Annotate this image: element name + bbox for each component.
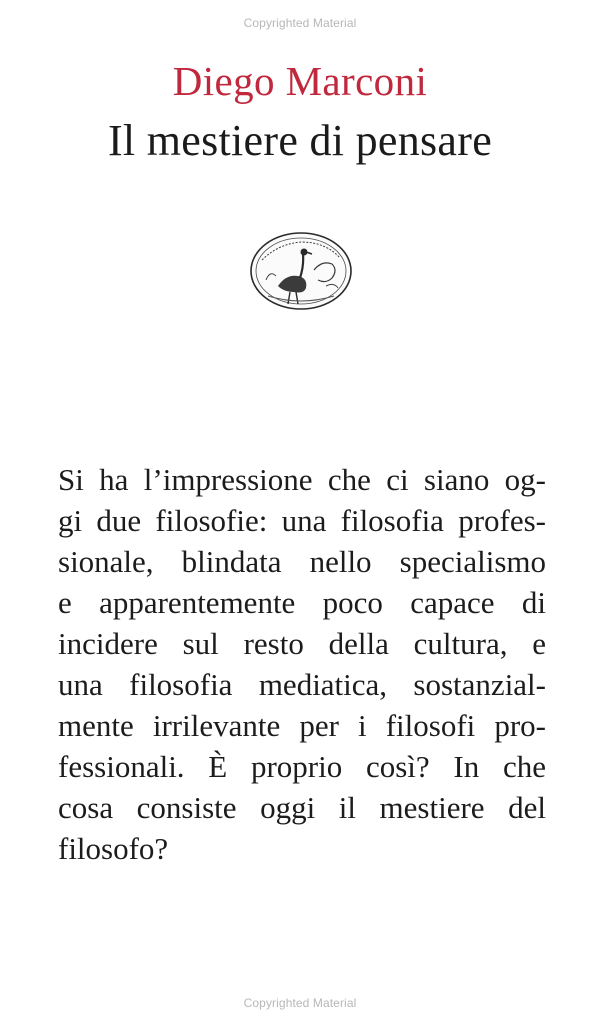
book-title: Il mestiere di pensare xyxy=(107,116,493,165)
author-name: Diego Marconi xyxy=(172,58,428,104)
blurb-line: e apparentemente poco capace di xyxy=(58,585,546,620)
watermark-bottom: Copyrighted Material xyxy=(243,996,357,1010)
blurb-line: fessionali. È proprio così? In che xyxy=(58,749,546,784)
blurb-line: una filosofia mediatica, sostanzial- xyxy=(58,667,546,702)
ostrich-emblem-icon xyxy=(248,230,354,312)
blurb-line: Si ha l’impressione che ci siano og- xyxy=(58,462,546,497)
watermark-top: Copyrighted Material xyxy=(243,16,357,30)
blurb-line: mente irrilevante per i filosofi pro- xyxy=(58,708,546,743)
blurb-line: sionale, blindata nello specialismo xyxy=(58,544,546,579)
blurb-text xyxy=(58,459,546,869)
blurb-line: gi due filosofie: una filosofia profes- xyxy=(58,503,546,538)
blurb-line: incidere sul resto della cultura, e xyxy=(58,626,546,661)
blurb-line: filosofo? xyxy=(58,831,169,866)
blurb-line: cosa consiste oggi il mestiere del xyxy=(58,790,546,825)
